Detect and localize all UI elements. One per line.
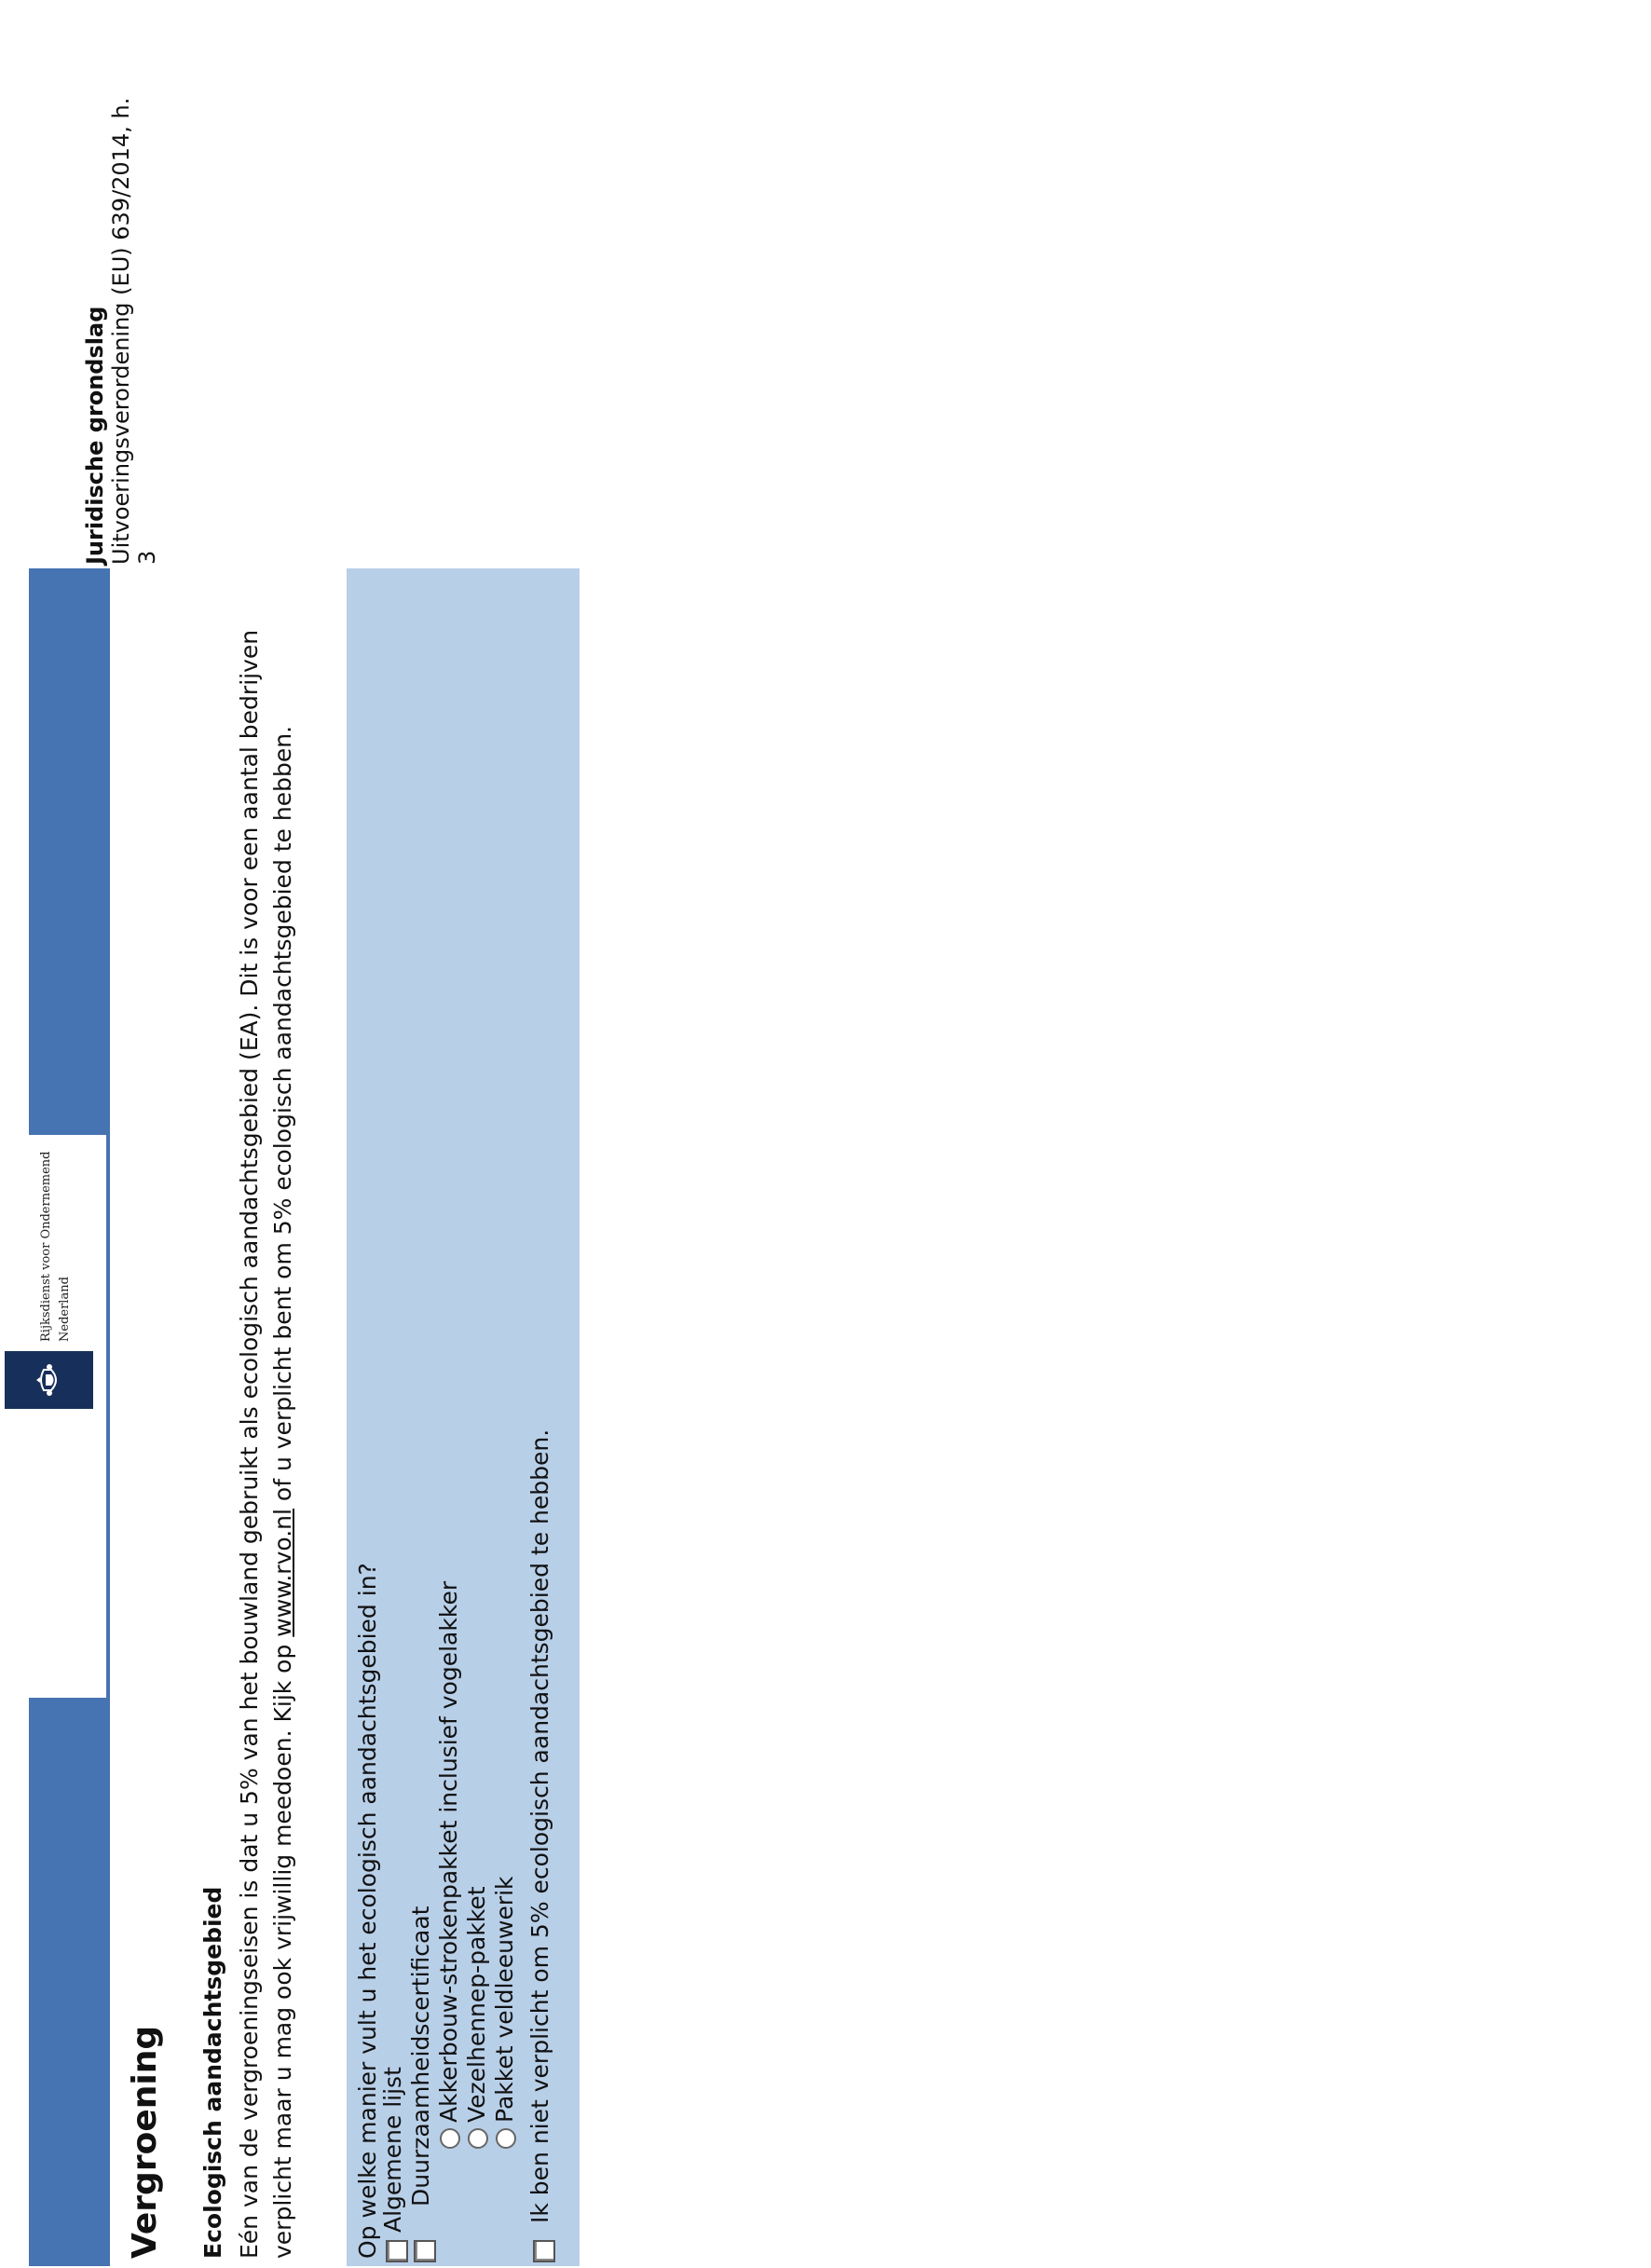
header-band-left <box>29 1698 110 2266</box>
logo-line-1: Rijksdienst voor Ondernemend <box>39 1151 53 1342</box>
section-title: Ecologisch aandachtsgebied <box>199 1886 226 2259</box>
option-label-algemene-lijst: Algemene lijst <box>379 2067 406 2233</box>
intro-line-2-start: verplicht maar u mag ook vrijwillig meedoen. Kijk op <box>269 1636 296 2259</box>
legal-basis-line-2: 3 <box>134 550 160 565</box>
checkbox-algemene-lijst[interactable] <box>386 2240 408 2262</box>
intro-line-1: Eén van de vergroeningseisen is dat u 5% van het bouwland gebruikt als ecologisch aandachtsgebied (EA). Dit is voor een aantal bedrijven <box>236 629 263 2259</box>
header-band-right <box>29 568 110 1135</box>
legal-basis <box>82 43 160 565</box>
header-band-underline <box>106 1135 110 1698</box>
legal-basis-line-1: Uitvoeringsverordening (EU) 639/2014, h. <box>108 97 134 565</box>
rvo-link[interactable]: www.rvo.nl <box>269 1509 296 1637</box>
coat-of-arms-icon <box>34 1362 62 1398</box>
radio-pakket-veldleeuwerik[interactable] <box>496 2128 516 2149</box>
option-label-vezelhennep-pakket: Vezelhennep-pakket <box>463 1886 490 2123</box>
intro-line-2-end: of u verplicht bent om 5% ecologisch aandachtsgebied te hebben. <box>269 725 296 1510</box>
question-box <box>347 568 580 2266</box>
checkbox-niet-verplicht[interactable] <box>533 2240 555 2262</box>
option-label-pakket-veldleeuwerik: Pakket veldleeuwerik <box>491 1876 518 2123</box>
question-text: Op welke manier vult u het ecologisch aandachtsgebied in? <box>354 1563 381 2259</box>
logo-line-2: Nederland <box>58 1277 72 1342</box>
rvo-logo-block <box>5 1351 93 1409</box>
page-title: Vergroening <box>126 2025 164 2259</box>
intro-line-2 <box>266 581 300 2259</box>
option-label-duurzaamheidscertificaat: Duurzaamheidscertificaat <box>407 1906 434 2207</box>
logo-wordmark <box>37 1152 75 1342</box>
option-label-akkerbouw-strokenpakket: Akkerbouw-strokenpakket inclusief vogelakker <box>435 1580 462 2123</box>
checkbox-duurzaamheidscertificaat[interactable] <box>414 2240 436 2262</box>
option-label-niet-verplicht: Ik ben niet verplicht om 5% ecologisch aandachtsgebied te hebben. <box>526 1428 553 2223</box>
radio-akkerbouw-strokenpakket[interactable] <box>440 2128 460 2149</box>
legal-basis-heading: Juridische grondslag <box>82 306 108 565</box>
radio-vezelhennep-pakket[interactable] <box>468 2128 488 2149</box>
intro-paragraph <box>233 581 300 2259</box>
